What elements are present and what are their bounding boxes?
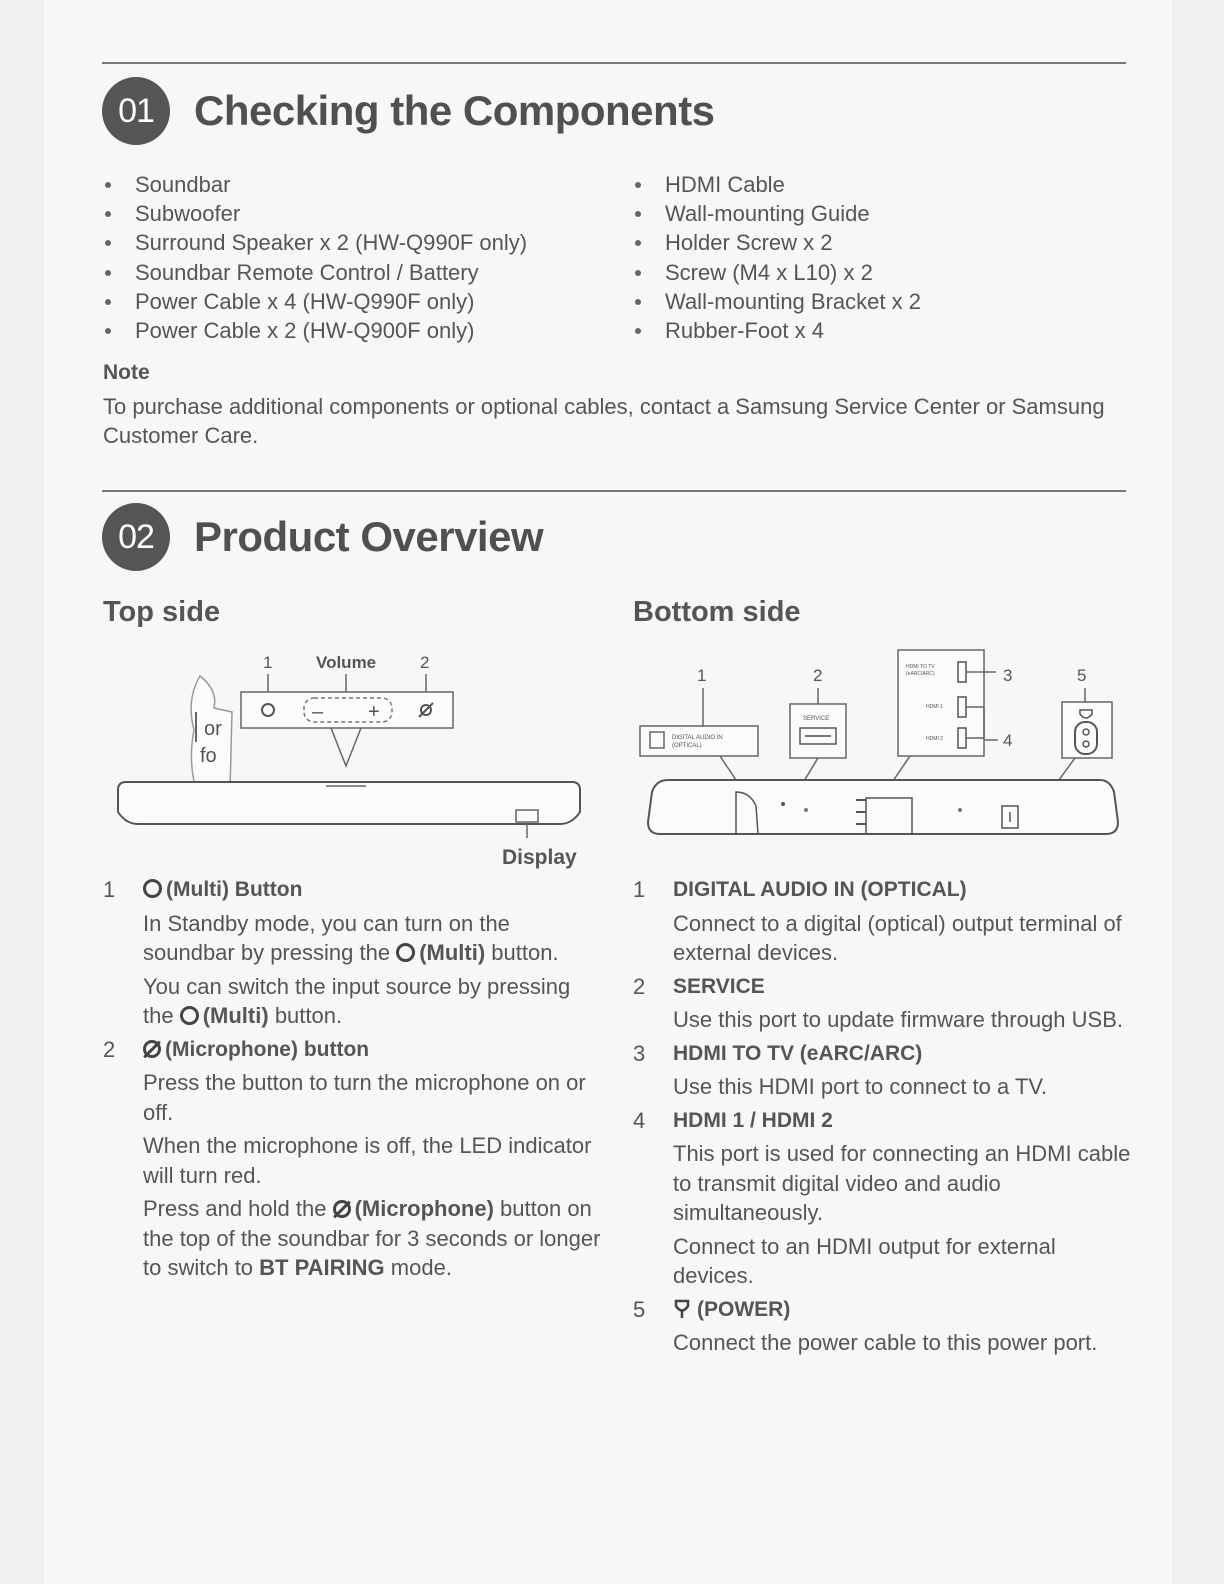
bottom-side-heading: Bottom side xyxy=(633,596,801,628)
bottom-side-descriptions xyxy=(633,875,1133,1362)
display-label: Display xyxy=(502,846,577,869)
callout-4: 4 xyxy=(1003,731,1013,750)
item-title: HDMI TO TV (eARC/ARC) xyxy=(673,1041,923,1065)
multi-icon xyxy=(143,879,162,898)
list-item: Rubber-Foot x 4 xyxy=(633,316,921,345)
section-number-badge: 02 xyxy=(102,503,170,571)
microphone-icon xyxy=(333,1200,351,1218)
item-number: 2 xyxy=(633,973,646,999)
description-item xyxy=(633,1295,1133,1358)
description-item xyxy=(103,875,603,1031)
item-paragraph: Press the button to turn the microphone on or off. xyxy=(143,1070,586,1125)
list-item: Wall-mounting Bracket x 2 xyxy=(633,287,921,316)
hdmi-tv-sublabel: (eARC/ARC) xyxy=(906,671,935,677)
list-item: Power Cable x 4 (HW-Q990F only) xyxy=(103,287,527,316)
multi-icon xyxy=(396,943,415,962)
list-item: Surround Speaker x 2 (HW-Q990F only) xyxy=(103,228,527,257)
volume-plus-icon: + xyxy=(368,701,380,723)
item-number: 2 xyxy=(103,1036,116,1062)
item-paragraph: Use this HDMI port to connect to a TV. xyxy=(673,1074,1048,1099)
list-item: Screw (M4 x L10) x 2 xyxy=(633,258,921,287)
description-item xyxy=(633,1106,1133,1291)
item-number: 4 xyxy=(633,1107,646,1133)
list-item: Holder Screw x 2 xyxy=(633,228,921,257)
item-paragraph: This port is used for connecting an HDMI cable to transmit digital video and audio simultaneously. xyxy=(673,1141,1131,1225)
item-paragraph: Connect to a digital (optical) output terminal of external devices. xyxy=(673,910,1122,965)
item-paragraph: Press and hold the (Microphone) button on the top of the soundbar for 3 seconds or longer to switch to BT PAIRING mode. xyxy=(143,1196,601,1280)
list-item: Wall-mounting Guide xyxy=(633,199,921,228)
list-item: HDMI Cable xyxy=(633,170,921,199)
item-paragraph: Connect the power cable to this power port. xyxy=(673,1330,1098,1355)
item-number: 1 xyxy=(633,877,646,902)
service-port-box xyxy=(790,704,846,758)
hdmi-tv-label: HDMI TO TV xyxy=(906,664,935,670)
description-item xyxy=(103,1035,603,1283)
microphone-icon xyxy=(143,1040,161,1058)
soundbar-bottom-view xyxy=(648,780,1118,834)
item-title: DIGITAL AUDIO IN (OPTICAL) xyxy=(673,878,967,901)
multi-icon xyxy=(180,1006,199,1025)
list-item: Soundbar Remote Control / Battery xyxy=(103,258,527,287)
list-item: Power Cable x 2 (HW-Q900F only) xyxy=(103,316,527,345)
item-number: 3 xyxy=(633,1040,646,1066)
note-text: To purchase additional components or optional cables, contact a Samsung Service Center or Samsung Customer Care. xyxy=(103,394,1105,448)
callout-2: 2 xyxy=(813,666,823,685)
item-paragraph: When the microphone is off, the LED indicator will turn red. xyxy=(143,1133,592,1188)
item-title: SERVICE xyxy=(673,974,765,998)
hdmi2-label: HDMI 2 xyxy=(926,736,943,742)
description-item xyxy=(633,972,1133,1035)
item-paragraph: You can switch the input source by pressing the (Multi) button. xyxy=(143,973,571,1028)
item-title: (Microphone) button xyxy=(143,1035,603,1065)
item-number: 1 xyxy=(103,877,116,902)
note-label: Note xyxy=(103,361,150,384)
item-paragraph: Connect to an HDMI output for external devices. xyxy=(673,1233,1056,1288)
item-paragraph: In Standby mode, you can turn on the soundbar by pressing the (Multi) button. xyxy=(143,910,559,965)
sticker-text: fo xyxy=(200,745,217,767)
item-title: (Multi) Button xyxy=(143,875,603,905)
top-side-descriptions xyxy=(103,875,603,1287)
callout-3: 3 xyxy=(1003,666,1013,685)
optical-port-sublabel: (OPTICAL) xyxy=(672,743,702,749)
item-paragraph: Use this port to update firmware through USB. xyxy=(673,1007,1123,1032)
list-item: Soundbar xyxy=(103,170,527,199)
callout-1: 1 xyxy=(263,653,273,672)
item-title: HDMI 1 / HDMI 2 xyxy=(673,1108,833,1132)
section-title: Product Overview xyxy=(194,513,544,560)
section-number-badge: 01 xyxy=(102,77,170,145)
optical-port-label: DIGITAL AUDIO IN xyxy=(672,735,723,741)
service-port-label: SERVICE xyxy=(803,716,830,722)
list-item: Subwoofer xyxy=(103,199,527,228)
top-side-heading: Top side xyxy=(103,596,221,628)
callout-volume: Volume xyxy=(316,653,377,672)
sticker-text: or xyxy=(204,718,222,740)
description-item xyxy=(633,875,1133,968)
callout-5: 5 xyxy=(1077,666,1087,685)
hdmi1-label: HDMI 1 xyxy=(926,704,943,710)
item-title: (POWER) xyxy=(673,1295,1133,1325)
power-icon xyxy=(673,1299,691,1319)
item-number: 5 xyxy=(633,1296,646,1322)
volume-minus-icon: – xyxy=(312,701,324,723)
section-title: Checking the Components xyxy=(194,87,715,134)
description-item xyxy=(633,1039,1133,1102)
callout-1: 1 xyxy=(697,666,707,685)
callout-2: 2 xyxy=(420,653,430,672)
optical-port-box xyxy=(640,726,758,756)
